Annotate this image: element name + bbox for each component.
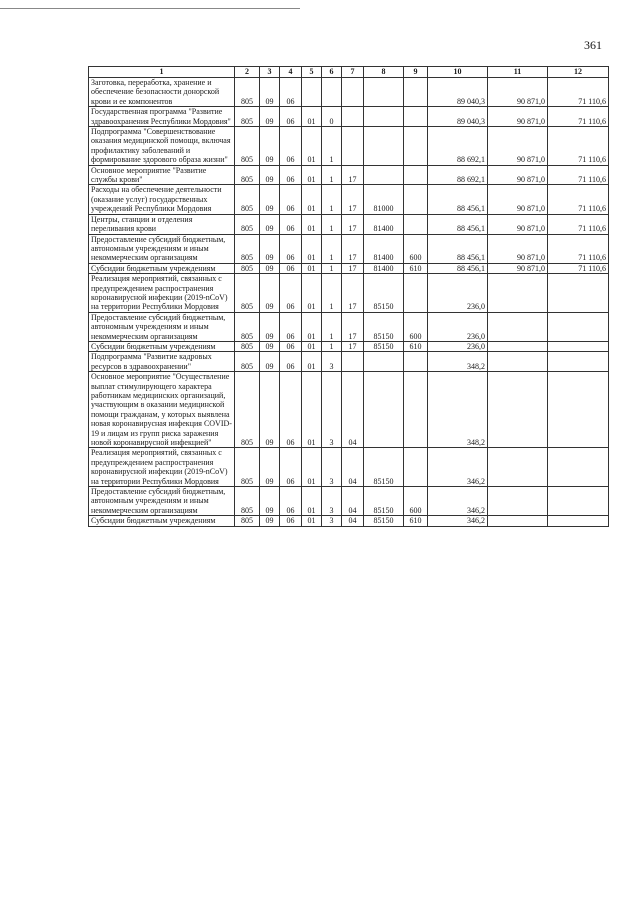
scan-artifact-line (0, 8, 300, 9)
cell-col-4: 06 (280, 312, 302, 341)
cell-col-9 (404, 274, 428, 313)
row-label: Подпрограмма "Совершенствование оказания медицинской помощи, включая профилактику заболеваний и формирование здорового образа жизни" (89, 127, 235, 166)
cell-col-9 (404, 214, 428, 234)
cell-col-2: 805 (235, 234, 260, 263)
cell-col-6: 3 (322, 516, 342, 526)
cell-col-3: 09 (260, 487, 280, 516)
cell-col-7: 04 (342, 448, 364, 487)
table-body (89, 78, 609, 527)
row-label: Субсидии бюджетным учреждениям (89, 341, 235, 351)
cell-col-12: 71 110,6 (548, 185, 609, 214)
cell-col-6: 1 (322, 127, 342, 166)
cell-col-4: 06 (280, 214, 302, 234)
row-label: Основное мероприятие "Осуществление выплат стимулирующего характера работникам медицинских организаций, участвующим в оказании медицинской помощи гражданам, у которых выявлена новая коронавирусная инфекция COVID-19 и лицам из групп риска заражения новой коронавирусной инфекцией" (89, 372, 235, 448)
cell-col-6: 3 (322, 487, 342, 516)
cell-col-7: 17 (342, 312, 364, 341)
cell-col-10: 236,0 (428, 341, 488, 351)
cell-col-3: 09 (260, 516, 280, 526)
cell-col-11 (488, 372, 548, 448)
cell-col-5: 01 (302, 352, 322, 372)
cell-col-3: 09 (260, 341, 280, 351)
column-header-8: 8 (364, 67, 404, 78)
cell-col-5: 01 (302, 312, 322, 341)
header-row (89, 67, 609, 78)
cell-col-12 (548, 274, 609, 313)
table-row (89, 487, 609, 516)
table-row (89, 448, 609, 487)
row-label: Подпрограмма "Развитие кадровых ресурсов в здравоохранении" (89, 352, 235, 372)
cell-col-7: 17 (342, 234, 364, 263)
table-row (89, 107, 609, 127)
cell-col-6: 3 (322, 372, 342, 448)
cell-col-2: 805 (235, 78, 260, 107)
cell-col-5: 01 (302, 127, 322, 166)
cell-col-2: 805 (235, 274, 260, 313)
cell-col-10: 236,0 (428, 312, 488, 341)
cell-col-10: 348,2 (428, 372, 488, 448)
cell-col-12: 71 110,6 (548, 234, 609, 263)
column-header-5: 5 (302, 67, 322, 78)
cell-col-10: 88 692,1 (428, 165, 488, 185)
cell-col-8 (364, 372, 404, 448)
cell-col-12 (548, 448, 609, 487)
cell-col-7: 04 (342, 487, 364, 516)
table-row (89, 165, 609, 185)
table-row (89, 185, 609, 214)
cell-col-8 (364, 107, 404, 127)
cell-col-8 (364, 352, 404, 372)
cell-col-7 (342, 107, 364, 127)
cell-col-4: 06 (280, 165, 302, 185)
cell-col-5: 01 (302, 274, 322, 313)
cell-col-7: 17 (342, 263, 364, 273)
table-row (89, 127, 609, 166)
cell-col-4: 06 (280, 341, 302, 351)
cell-col-2: 805 (235, 107, 260, 127)
column-header-1: 1 (89, 67, 235, 78)
cell-col-2: 805 (235, 516, 260, 526)
cell-col-4: 06 (280, 448, 302, 487)
cell-col-3: 09 (260, 448, 280, 487)
column-header-2: 2 (235, 67, 260, 78)
cell-col-2: 805 (235, 352, 260, 372)
cell-col-3: 09 (260, 352, 280, 372)
cell-col-12: 71 110,6 (548, 263, 609, 273)
column-header-10: 10 (428, 67, 488, 78)
cell-col-8: 81400 (364, 234, 404, 263)
cell-col-8 (364, 127, 404, 166)
cell-col-2: 805 (235, 312, 260, 341)
cell-col-12: 71 110,6 (548, 107, 609, 127)
cell-col-10: 348,2 (428, 352, 488, 372)
cell-col-11 (488, 487, 548, 516)
cell-col-9 (404, 185, 428, 214)
table-row (89, 214, 609, 234)
column-header-12: 12 (548, 67, 609, 78)
cell-col-11: 90 871,0 (488, 234, 548, 263)
cell-col-4: 06 (280, 487, 302, 516)
cell-col-4: 06 (280, 185, 302, 214)
cell-col-11 (488, 274, 548, 313)
cell-col-10: 89 040,3 (428, 78, 488, 107)
cell-col-12 (548, 487, 609, 516)
row-label: Реализация мероприятий, связанных с предупреждением распространения коронавирусной инфекции (2019-nCoV) на территории Республики Мордовия (89, 274, 235, 313)
cell-col-8: 85150 (364, 312, 404, 341)
cell-col-9 (404, 165, 428, 185)
table-row (89, 274, 609, 313)
cell-col-4: 06 (280, 516, 302, 526)
cell-col-2: 805 (235, 448, 260, 487)
row-label: Предоставление субсидий бюджетным, автономным учреждениям и иным некоммерческим организациям (89, 234, 235, 263)
table-row (89, 341, 609, 351)
cell-col-6: 1 (322, 312, 342, 341)
row-label: Предоставление субсидий бюджетным, автономным учреждениям и иным некоммерческим организациям (89, 487, 235, 516)
row-label: Субсидии бюджетным учреждениям (89, 516, 235, 526)
cell-col-5: 01 (302, 165, 322, 185)
cell-col-4: 06 (280, 372, 302, 448)
cell-col-11: 90 871,0 (488, 214, 548, 234)
cell-col-6 (322, 78, 342, 107)
cell-col-2: 805 (235, 341, 260, 351)
cell-col-6: 1 (322, 165, 342, 185)
cell-col-2: 805 (235, 165, 260, 185)
page-number: 361 (584, 38, 602, 52)
cell-col-6: 1 (322, 341, 342, 351)
cell-col-6: 1 (322, 214, 342, 234)
cell-col-11: 90 871,0 (488, 165, 548, 185)
table-row (89, 78, 609, 107)
cell-col-10: 88 456,1 (428, 214, 488, 234)
cell-col-9: 600 (404, 234, 428, 263)
cell-col-11: 90 871,0 (488, 78, 548, 107)
cell-col-4: 06 (280, 127, 302, 166)
cell-col-5: 01 (302, 516, 322, 526)
cell-col-8 (364, 78, 404, 107)
cell-col-4: 06 (280, 274, 302, 313)
cell-col-4: 06 (280, 107, 302, 127)
cell-col-2: 805 (235, 185, 260, 214)
cell-col-11 (488, 516, 548, 526)
cell-col-9 (404, 78, 428, 107)
cell-col-4: 06 (280, 263, 302, 273)
cell-col-11 (488, 448, 548, 487)
cell-col-12: 71 110,6 (548, 165, 609, 185)
cell-col-10: 88 456,1 (428, 263, 488, 273)
cell-col-12 (548, 516, 609, 526)
row-label: Субсидии бюджетным учреждениям (89, 263, 235, 273)
cell-col-10: 346,2 (428, 487, 488, 516)
cell-col-7: 17 (342, 214, 364, 234)
cell-col-6: 1 (322, 234, 342, 263)
cell-col-8: 85150 (364, 516, 404, 526)
row-label: Основное мероприятие "Развитие службы крови" (89, 165, 235, 185)
row-label: Заготовка, переработка, хранение и обеспечение безопасности донорской крови и ее компонентов (89, 78, 235, 107)
cell-col-3: 09 (260, 263, 280, 273)
cell-col-8: 85150 (364, 274, 404, 313)
cell-col-11: 90 871,0 (488, 127, 548, 166)
cell-col-9: 600 (404, 312, 428, 341)
cell-col-7: 04 (342, 372, 364, 448)
cell-col-9: 600 (404, 487, 428, 516)
cell-col-7 (342, 352, 364, 372)
cell-col-11: 90 871,0 (488, 107, 548, 127)
cell-col-3: 09 (260, 274, 280, 313)
cell-col-5: 01 (302, 372, 322, 448)
cell-col-8: 85150 (364, 448, 404, 487)
cell-col-5: 01 (302, 263, 322, 273)
cell-col-8 (364, 165, 404, 185)
cell-col-9 (404, 127, 428, 166)
budget-table (88, 66, 609, 527)
cell-col-10: 88 692,1 (428, 127, 488, 166)
cell-col-10: 346,2 (428, 448, 488, 487)
cell-col-10: 88 456,1 (428, 185, 488, 214)
table-row (89, 372, 609, 448)
cell-col-12 (548, 352, 609, 372)
cell-col-5: 01 (302, 107, 322, 127)
cell-col-9 (404, 107, 428, 127)
column-header-11: 11 (488, 67, 548, 78)
column-header-3: 3 (260, 67, 280, 78)
cell-col-5: 01 (302, 214, 322, 234)
cell-col-6: 0 (322, 107, 342, 127)
cell-col-7: 17 (342, 274, 364, 313)
cell-col-9 (404, 372, 428, 448)
cell-col-5: 01 (302, 234, 322, 263)
cell-col-3: 09 (260, 127, 280, 166)
cell-col-2: 805 (235, 487, 260, 516)
cell-col-9 (404, 448, 428, 487)
cell-col-3: 09 (260, 372, 280, 448)
cell-col-3: 09 (260, 185, 280, 214)
cell-col-3: 09 (260, 234, 280, 263)
cell-col-7: 17 (342, 185, 364, 214)
cell-col-12: 71 110,6 (548, 78, 609, 107)
cell-col-2: 805 (235, 127, 260, 166)
cell-col-12 (548, 341, 609, 351)
cell-col-7: 17 (342, 165, 364, 185)
table-row (89, 516, 609, 526)
cell-col-2: 805 (235, 372, 260, 448)
cell-col-9: 610 (404, 263, 428, 273)
cell-col-5: 01 (302, 185, 322, 214)
cell-col-8: 85150 (364, 341, 404, 351)
cell-col-11: 90 871,0 (488, 263, 548, 273)
table-row (89, 234, 609, 263)
cell-col-2: 805 (235, 263, 260, 273)
cell-col-4: 06 (280, 234, 302, 263)
cell-col-7: 17 (342, 341, 364, 351)
cell-col-8: 81400 (364, 214, 404, 234)
cell-col-6: 3 (322, 352, 342, 372)
cell-col-12: 71 110,6 (548, 214, 609, 234)
table-row (89, 312, 609, 341)
cell-col-5 (302, 78, 322, 107)
column-header-7: 7 (342, 67, 364, 78)
cell-col-7 (342, 127, 364, 166)
cell-col-3: 09 (260, 107, 280, 127)
cell-col-8: 81000 (364, 185, 404, 214)
cell-col-12: 71 110,6 (548, 127, 609, 166)
cell-col-5: 01 (302, 487, 322, 516)
cell-col-8: 81400 (364, 263, 404, 273)
cell-col-5: 01 (302, 448, 322, 487)
row-label: Государственная программа "Развитие здравоохранения Республики Мордовия" (89, 107, 235, 127)
row-label: Центры, станции и отделения переливания крови (89, 214, 235, 234)
cell-col-2: 805 (235, 214, 260, 234)
cell-col-7 (342, 78, 364, 107)
cell-col-9: 610 (404, 341, 428, 351)
cell-col-6: 1 (322, 274, 342, 313)
cell-col-12 (548, 372, 609, 448)
column-header-4: 4 (280, 67, 302, 78)
cell-col-10: 88 456,1 (428, 234, 488, 263)
cell-col-10: 89 040,3 (428, 107, 488, 127)
cell-col-9 (404, 352, 428, 372)
row-label: Предоставление субсидий бюджетным, автономным учреждениям и иным некоммерческим организациям (89, 312, 235, 341)
cell-col-10: 346,2 (428, 516, 488, 526)
cell-col-6: 3 (322, 448, 342, 487)
cell-col-3: 09 (260, 165, 280, 185)
row-label: Реализация мероприятий, связанных с предупреждением распространения коронавирусной инфекции (2019-nCoV) на территории Республики Мордовия (89, 448, 235, 487)
cell-col-12 (548, 312, 609, 341)
cell-col-5: 01 (302, 341, 322, 351)
cell-col-4: 06 (280, 352, 302, 372)
cell-col-11 (488, 352, 548, 372)
cell-col-9: 610 (404, 516, 428, 526)
cell-col-11: 90 871,0 (488, 185, 548, 214)
cell-col-6: 1 (322, 263, 342, 273)
cell-col-10: 236,0 (428, 274, 488, 313)
column-header-9: 9 (404, 67, 428, 78)
cell-col-6: 1 (322, 185, 342, 214)
column-header-6: 6 (322, 67, 342, 78)
table-row (89, 352, 609, 372)
cell-col-3: 09 (260, 312, 280, 341)
cell-col-11 (488, 341, 548, 351)
cell-col-4: 06 (280, 78, 302, 107)
cell-col-3: 09 (260, 214, 280, 234)
cell-col-11 (488, 312, 548, 341)
cell-col-8: 85150 (364, 487, 404, 516)
cell-col-7: 04 (342, 516, 364, 526)
table-row (89, 263, 609, 273)
cell-col-3: 09 (260, 78, 280, 107)
row-label: Расходы на обеспечение деятельности (оказание услуг) государственных учреждений Республики Мордовия (89, 185, 235, 214)
